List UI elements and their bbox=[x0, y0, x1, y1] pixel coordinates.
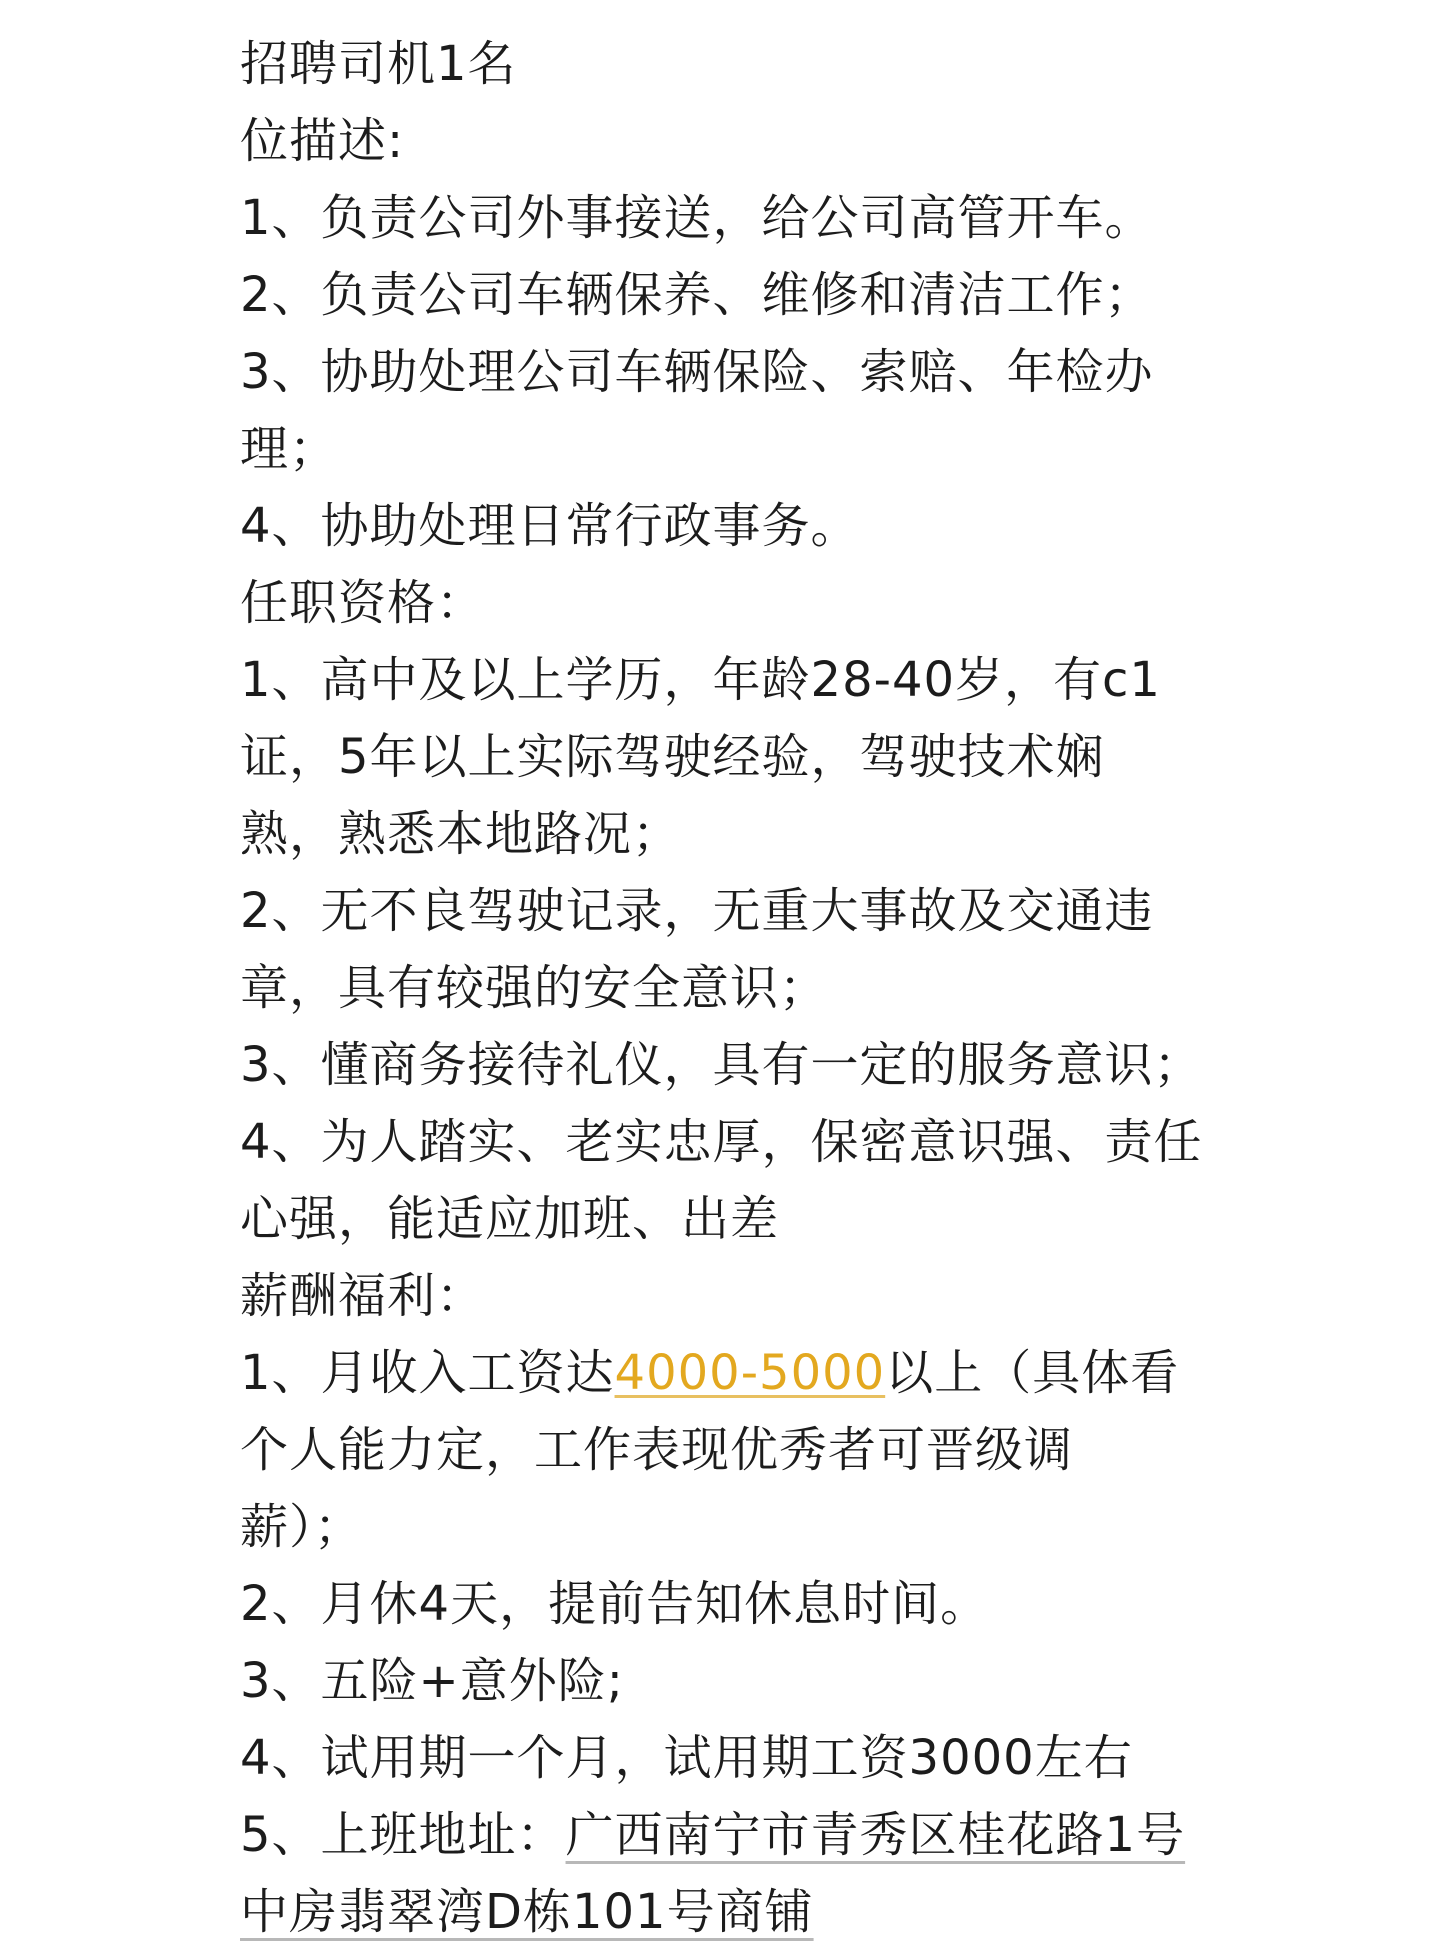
qualification-item-3: 3、懂商务接待礼仪，具有一定的服务意识； bbox=[240, 1037, 1203, 1093]
qualifications-heading: 任职资格： bbox=[240, 575, 486, 631]
posting-title: 招聘司机1名 bbox=[240, 36, 517, 92]
benefit-item-4: 4、试用期一个月，试用期工资3000左右 bbox=[240, 1730, 1133, 1786]
benefit-item-5-cont bbox=[240, 1874, 1240, 1951]
job-posting bbox=[240, 26, 1240, 1951]
benefit-item-2: 2、月休4天，提前告知休息时间。 bbox=[240, 1576, 990, 1632]
benefit-item-1-suffix: 以上（具体看 bbox=[885, 1345, 1180, 1401]
qualification-item-1-cont: 熟，熟悉本地路况； bbox=[240, 806, 682, 862]
benefit-item-1-cont: 个人能力定，工作表现优秀者可晋级调 bbox=[240, 1422, 1074, 1478]
duty-item-3: 3、协助处理公司车辆保险、索赔、年检办 bbox=[240, 344, 1154, 400]
qualification-item-1: 1、高中及以上学历，年龄28-40岁，有c1 bbox=[240, 652, 1161, 708]
benefits-heading: 薪酬福利： bbox=[240, 1268, 486, 1324]
qualification-item-4: 4、为人踏实、老实忠厚，保密意识强、责任 bbox=[240, 1114, 1203, 1170]
qualification-item-2-cont: 章，具有较强的安全意识； bbox=[240, 960, 829, 1016]
address-label: 5、上班地址： bbox=[240, 1807, 566, 1863]
benefit-item-5 bbox=[240, 1797, 1240, 1874]
duty-item-4: 4、协助处理日常行政事务。 bbox=[240, 498, 860, 554]
duty-item-3-cont: 理； bbox=[240, 421, 339, 477]
duties-heading: 位描述: bbox=[240, 113, 405, 169]
benefit-item-1 bbox=[240, 1335, 1240, 1412]
salary-range-link[interactable]: 4000-5000 bbox=[614, 1345, 886, 1401]
address-link[interactable]: 广西南宁市青秀区桂花路1号 bbox=[565, 1807, 1186, 1863]
qualification-item-2: 2、无不良驾驶记录，无重大事故及交通违 bbox=[240, 883, 1154, 939]
benefit-item-1-prefix: 1、月收入工资达 bbox=[240, 1345, 615, 1401]
qualification-item-1-cont: 证，5年以上实际驾驶经验，驾驶技术娴 bbox=[240, 729, 1105, 785]
duty-item-1: 1、负责公司外事接送，给公司高管开车。 bbox=[240, 190, 1154, 246]
duty-item-2: 2、负责公司车辆保养、维修和清洁工作； bbox=[240, 267, 1154, 323]
qualification-item-4-cont: 心强，能适应加班、出差 bbox=[240, 1191, 780, 1247]
address-link-cont[interactable]: 中房翡翠湾D栋101号商铺 bbox=[240, 1884, 814, 1940]
benefit-item-1-cont: 薪）； bbox=[240, 1499, 364, 1555]
benefit-item-3: 3、五险+意外险; bbox=[240, 1653, 624, 1709]
